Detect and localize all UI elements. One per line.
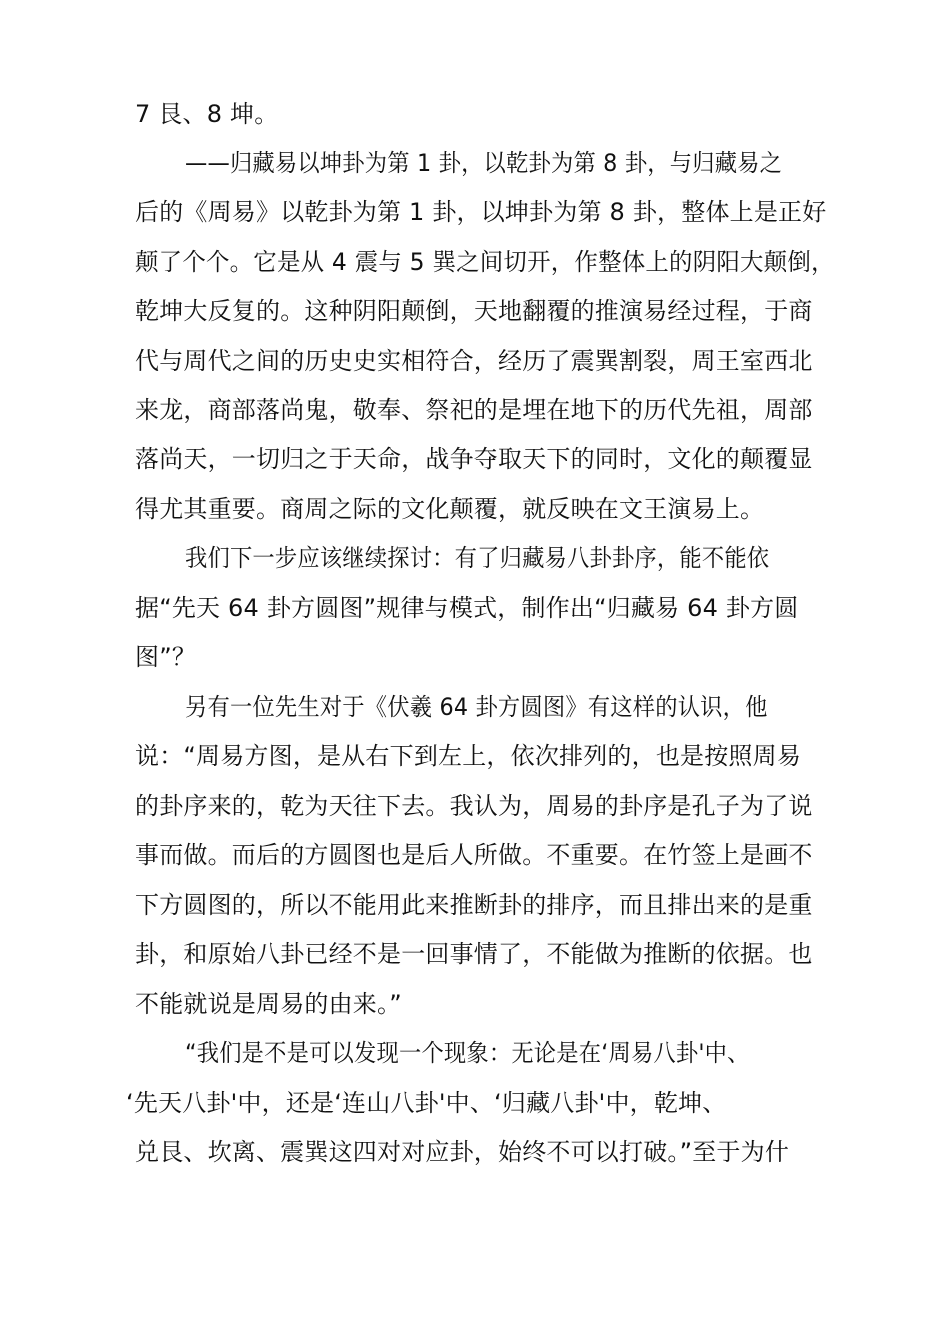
text-line-4: 颠了个个。它是从 4 震与 5 巽之间切开，作整体上的阴阳大颠倒，: [135, 248, 835, 276]
text-line-21: ‘先天八卦'中，还是‘连山八卦'中、‘归藏八卦'中，乾坤、: [126, 1089, 727, 1117]
text-line-14: 说：“周易方图，是从右下到左上，依次排列的，也是按照周易: [135, 742, 802, 770]
text-line-2: ——归藏易以坤卦为第 1 卦，以乾卦为第 8 卦，与归藏易之: [185, 149, 783, 177]
text-line-1: 7 艮、8 坤。: [135, 100, 279, 128]
text-line-10: 我们下一步应该继续探讨：有了归藏易八卦卦序，能不能依: [185, 544, 770, 572]
text-line-6: 代与周代之间的历史史实相符合，经历了震巽割裂，周王室西北: [135, 347, 813, 375]
text-line-17: 下方圆图的，所以不能用此来推断卦的排序，而且排出来的是重: [135, 891, 813, 919]
text-line-16: 事而做。而后的方圆图也是后人所做。不重要。在竹签上是画不: [135, 841, 813, 869]
text-line-15: 的卦序来的，乾为天往下去。我认为，周易的卦序是孔子为了说: [135, 792, 813, 820]
text-line-8: 落尚天，一切归之于天命，战争夺取天下的同时，文化的颠覆显: [135, 445, 813, 473]
text-line-19: 不能就说是周易的由来。”: [135, 990, 402, 1018]
text-line-11: 据“先天 64 卦方圆图”规律与模式，制作出“归藏易 64 卦方圆: [135, 594, 799, 622]
text-line-7: 来龙，商部落尚鬼，敬奉、祭祀的是埋在地下的历代先祖，周部: [135, 396, 813, 424]
text-line-20: “我们是不是可以发现一个现象：无论是在‘周易八卦'中、: [185, 1039, 750, 1067]
text-line-5: 乾坤大反复的。这种阴阳颠倒，天地翻覆的推演易经过程，于商: [135, 297, 813, 325]
text-line-22: 兑艮、坎离、震巽这四对对应卦，始终不可以打破。”至于为什: [135, 1138, 790, 1166]
text-line-9: 得尤其重要。商周之际的文化颠覆，就反映在文王演易上。: [135, 495, 765, 523]
text-line-18: 卦，和原始八卦已经不是一回事情了，不能做为推断的依据。也: [135, 940, 813, 968]
text-line-12: 图”？: [135, 643, 197, 671]
text-line-13: 另有一位先生对于《伏羲 64 卦方圆图》有这样的认识，他: [185, 693, 768, 721]
text-line-3: 后的《周易》以乾卦为第 1 卦，以坤卦为第 8 卦，整体上是正好: [135, 198, 827, 226]
